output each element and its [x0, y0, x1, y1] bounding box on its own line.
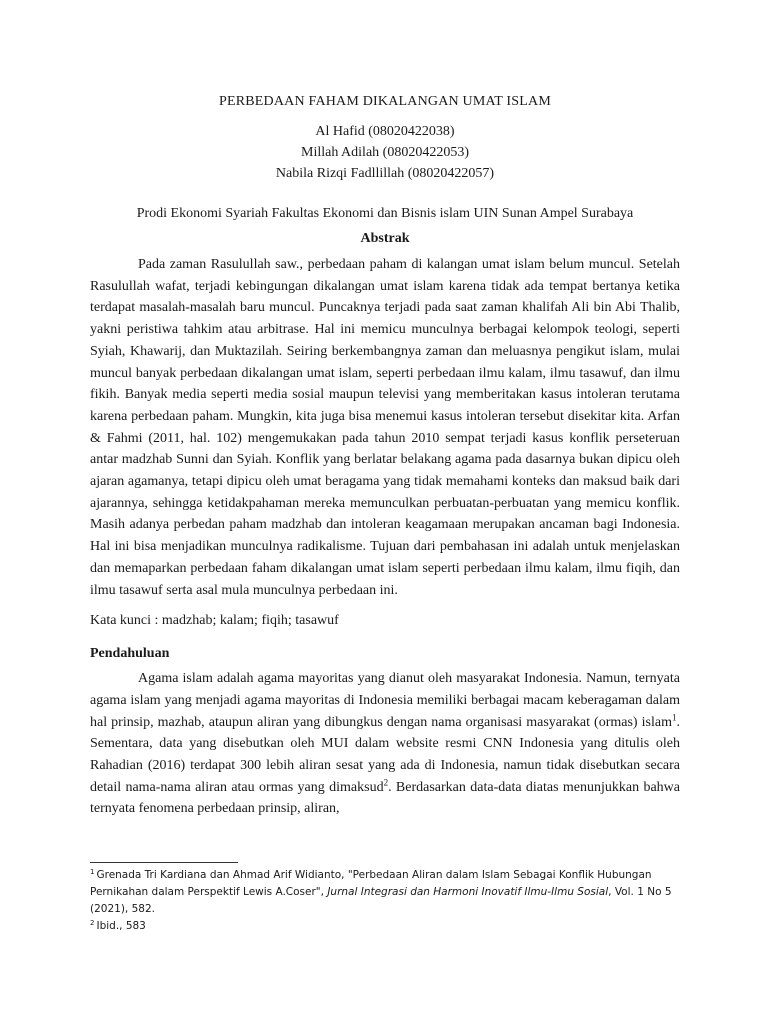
footnote-1-text-after: , Vol. 1 No 5 (2021), 582.: [90, 886, 672, 915]
intro-text-part-3: . Berdasarkan data-data diatas menunjukkan bahwa ternyata fenomena perbedaan prinsip, aliran,: [90, 779, 681, 817]
abstract-paragraph: Pada zaman Rasulullah saw., perbedaan paham di kalangan umat islam belum muncul. Setelah Rasulullah wafat, terjadi kebingungan dikalangan umat islam karena tidak ada tempat bertanya ketika terdapat masalah-masalah baru muncul. Puncaknya terjadi pada saat zaman khalifah Ali bin Abi Thalib, yakni peristiwa tahkim atau arbitrase. Hal ini memicu munculnya berbagai kelompok teologi, seperti Syiah, Khawarij, dan Muktazilah. Seiring berkembangnya zaman dan meluasnya pengikut islam, mulai muncul banyak perbedaan dikalangan umat islam, seperti perbedaan ilmu kalam, ilmu tasawuf, dan ilmu fikih. Banyak media seperti media sosial maupun televisi yang memberitakan kasus intoleran terutama karena perbedaan paham. Mungkin, kita juga bisa menemui kasus intoleran tersebut disekitar kita. Arfan & Fahmi (2011, hal. 102) mengemukakan pada tahun 2010 sempat terjadi kasus konflik perseteruan antar madzhab Sunni dan Syiah. Konflik yang berlatar belakang agama pada dasarnya bukan dipicu oleh ajaran agamanya, tetapi dipicu oleh umat beragama yang tidak memahami konteks dan maksud baik dari ajarannya, sehingga ketidakpahaman mereka memunculkan perbuatan-perbuatan yang memicu konflik. Masih adanya perbedan paham madzhab dan intoleran keagamaan merupakan ancaman bagi Indonesia. Hal ini bisa menjadikan munculnya radikalisme. Tujuan dari pembahasan ini adalah untuk menjelaskan dan memaparkan perbedaan faham dikalangan umat islam seperti perbedaan ilmu kalam, ilmu fiqih, dan ilmu tasawuf serta asal mula munculnya perbedaan ini.: [90, 257, 680, 598]
footnote-1: [90, 867, 680, 918]
document-body: [90, 92, 680, 820]
footnote-number-1: 1: [90, 867, 95, 876]
footnote-divider: [90, 862, 238, 863]
footnote-1-text-before: Grenada Tri Kardiana dan Ahmad Arif Widianto, "Perbedaan Aliran dalam Islam Sebagai Konflik Hubungan Pernikahan dalam Perspektif Lewis A.Coser",: [90, 869, 652, 898]
author-2: Millah Adilah (08020422053): [301, 145, 469, 160]
footnote-2: [90, 918, 680, 935]
keywords: Kata kunci : madzhab; kalam; fiqih; tasawuf: [90, 613, 339, 629]
footnote-ref-2[interactable]: 2: [383, 777, 389, 788]
affiliation: Prodi Ekonomi Syariah Fakultas Ekonomi dan Bisnis islam UIN Sunan Ampel Surabaya: [136, 206, 634, 221]
intro-text-part-1: Agama islam adalah agama mayoritas yang dianut oleh masyarakat Indonesia. Namun, ternyata agama islam yang menjadi agama mayoritas di Indonesia memiliki berbagai macam keberagaman dalam hal prinsip, mazhab, ataupun aliran yang dibungkus dengan nama organisasi masyarakat (ormas) islam: [90, 671, 680, 730]
author-3: Nabila Rizqi Fadllillah (08020422057): [275, 166, 495, 181]
footnotes: [90, 862, 680, 935]
footnote-2-text: Ibid., 583: [96, 920, 146, 932]
introduction-heading: Pendahuluan: [90, 646, 170, 662]
intro-text-part-2: . Sementara, data yang disebutkan oleh MUI dalam website resmi CNN Indonesia yang ditulis oleh Rahadian (2016) terdapat 300 lebih aliran sesat yang ada di Indonesia, namun tidak disebutkan secara detail nama-nama aliran atau ormas yang dimaksud: [90, 714, 680, 795]
footnote-1-journal: Jurnal Integrasi dan Harmoni Inovatif Ilmu-Ilmu Sosial: [327, 886, 609, 898]
document-title: PERBEDAAN FAHAM DIKALANGAN UMAT ISLAM: [218, 94, 551, 109]
introduction-paragraph: [90, 668, 680, 820]
footnote-ref-1[interactable]: 1: [672, 712, 677, 722]
abstract-heading: Abstrak: [360, 231, 410, 246]
author-1: Al Hafid (08020422038): [315, 124, 455, 139]
footnote-number-2: 2: [90, 918, 95, 927]
